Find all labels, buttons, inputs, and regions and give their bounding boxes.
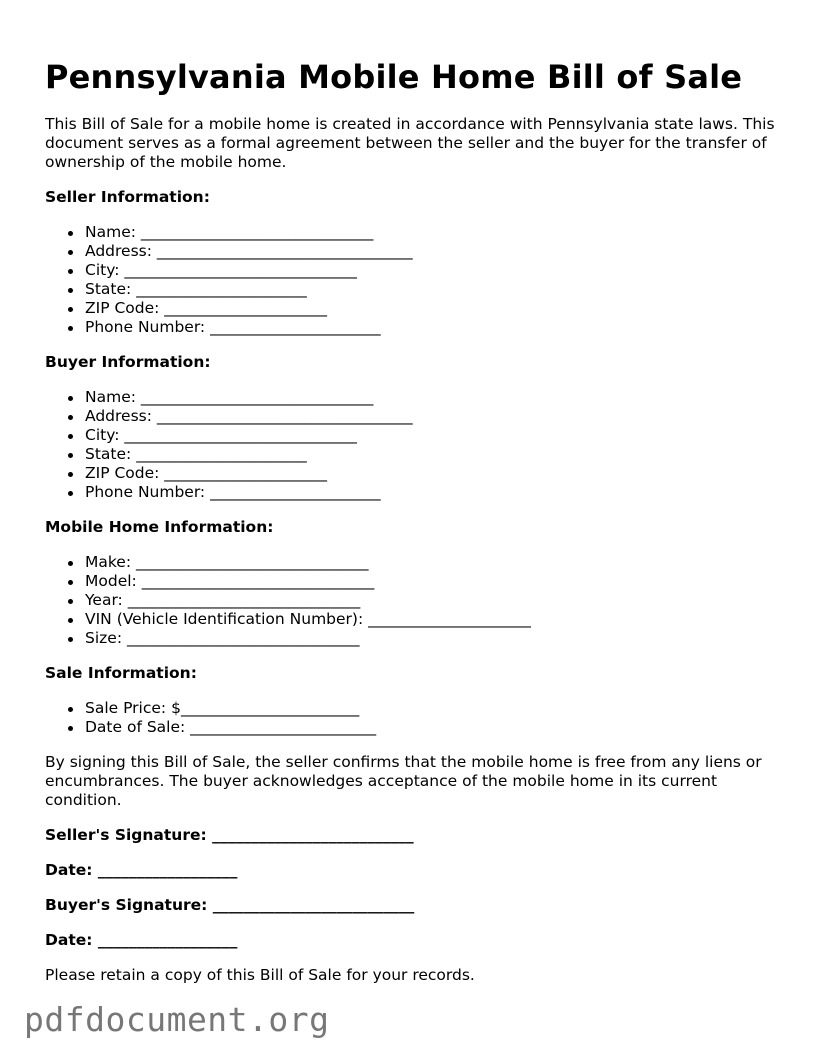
seller-zip-field xyxy=(85,299,785,318)
document-page xyxy=(45,55,785,985)
field-label: Name: xyxy=(85,388,136,406)
field-blank: _____________________ xyxy=(159,464,328,482)
field-blank: ______________________ xyxy=(205,318,381,336)
field-blank: ______________________ xyxy=(131,280,307,298)
buyer-zip-field xyxy=(85,464,785,483)
make-field xyxy=(85,553,785,572)
buyer-signature-blank: __________________________ xyxy=(207,896,415,914)
buyer-address-field xyxy=(85,407,785,426)
statement-paragraph: By signing this Bill of Sale, the seller confirms that the mobile home is free from any liens or encumbrances. The buyer acknowledges acceptance of the mobile home in its current condition. xyxy=(45,753,762,809)
buyer-date-blank: __________________ xyxy=(92,931,238,949)
field-blank: ______________________________ xyxy=(119,426,357,444)
field-blank: ______________________ xyxy=(131,445,307,463)
field-label: Phone Number: xyxy=(85,483,206,501)
sale-heading: Sale Information: xyxy=(45,664,197,682)
field-blank: ______________________________ xyxy=(122,591,361,609)
buyer-city-field xyxy=(85,426,785,445)
seller-address-field xyxy=(85,242,785,261)
field-blank: ______________________________ xyxy=(135,223,374,241)
sale-price-field xyxy=(85,699,785,718)
model-field xyxy=(85,572,785,591)
field-label: City: xyxy=(85,426,120,444)
buyer-signature-line xyxy=(45,896,785,915)
intro-paragraph: This Bill of Sale for a mobile home is created in accordance with Pennsylvania state laws. This document serves as a formal agreement between the seller and the buyer for the transfer of ownership of the mobile home. xyxy=(45,115,775,171)
field-blank: ______________________________ xyxy=(131,553,369,571)
field-label: City: xyxy=(85,261,120,279)
closing-note: Please retain a copy of this Bill of Sale for your records. xyxy=(45,966,475,984)
mobile-home-heading: Mobile Home Information: xyxy=(45,518,274,536)
field-label: Year: xyxy=(85,591,123,609)
seller-date-line xyxy=(45,861,785,880)
seller-signature-line xyxy=(45,826,785,845)
buyer-state-field xyxy=(85,445,785,464)
field-blank: _____________________ xyxy=(159,299,328,317)
field-blank: _______________________ xyxy=(180,699,360,717)
watermark: pdfdocument.org xyxy=(24,1000,330,1039)
buyer-heading: Buyer Information: xyxy=(45,353,211,371)
mobile-home-fields-list xyxy=(45,553,785,648)
field-label: Phone Number: xyxy=(85,318,206,336)
field-label: Address: xyxy=(85,242,152,260)
buyer-date-label: Date: xyxy=(45,931,93,949)
field-blank: ______________________________ xyxy=(135,388,374,406)
seller-name-field xyxy=(85,223,785,242)
field-label: Name: xyxy=(85,223,136,241)
field-blank: _____________________ xyxy=(363,610,531,628)
field-blank: ________________________ xyxy=(185,718,377,736)
seller-heading: Seller Information: xyxy=(45,188,210,206)
buyer-phone-field xyxy=(85,483,785,502)
field-label: ZIP Code: xyxy=(85,299,160,317)
seller-city-field xyxy=(85,261,785,280)
field-blank: _________________________________ xyxy=(151,242,413,260)
vin-field xyxy=(85,610,785,629)
field-blank: _________________________________ xyxy=(151,407,413,425)
field-label: Size: xyxy=(85,629,123,647)
field-label: Model: xyxy=(85,572,137,590)
buyer-signature-label: Buyer's Signature: xyxy=(45,896,208,914)
field-blank: ______________________________ xyxy=(122,629,360,647)
document-title: Pennsylvania Mobile Home Bill of Sale xyxy=(45,58,743,96)
field-label: State: xyxy=(85,280,132,298)
field-label: Date of Sale: xyxy=(85,718,186,736)
field-blank: ______________________________ xyxy=(119,261,357,279)
buyer-name-field xyxy=(85,388,785,407)
field-label: Make: xyxy=(85,553,132,571)
seller-fields-list xyxy=(45,223,785,337)
buyer-fields-list xyxy=(45,388,785,502)
seller-signature-blank: __________________________ xyxy=(206,826,414,844)
buyer-date-line xyxy=(45,931,785,950)
field-blank: ______________________________ xyxy=(136,572,375,590)
field-label: ZIP Code: xyxy=(85,464,160,482)
field-label: Address: xyxy=(85,407,152,425)
seller-signature-label: Seller's Signature: xyxy=(45,826,207,844)
seller-date-label: Date: xyxy=(45,861,93,879)
field-blank: ______________________ xyxy=(205,483,381,501)
sale-fields-list xyxy=(45,699,785,737)
seller-date-blank: __________________ xyxy=(92,861,238,879)
sale-date-field xyxy=(85,718,785,737)
seller-state-field xyxy=(85,280,785,299)
field-label: VIN (Vehicle Identification Number): xyxy=(85,610,364,628)
field-label: Sale Price: $ xyxy=(85,699,181,717)
size-field xyxy=(85,629,785,648)
seller-phone-field xyxy=(85,318,785,337)
field-label: State: xyxy=(85,445,132,463)
year-field xyxy=(85,591,785,610)
